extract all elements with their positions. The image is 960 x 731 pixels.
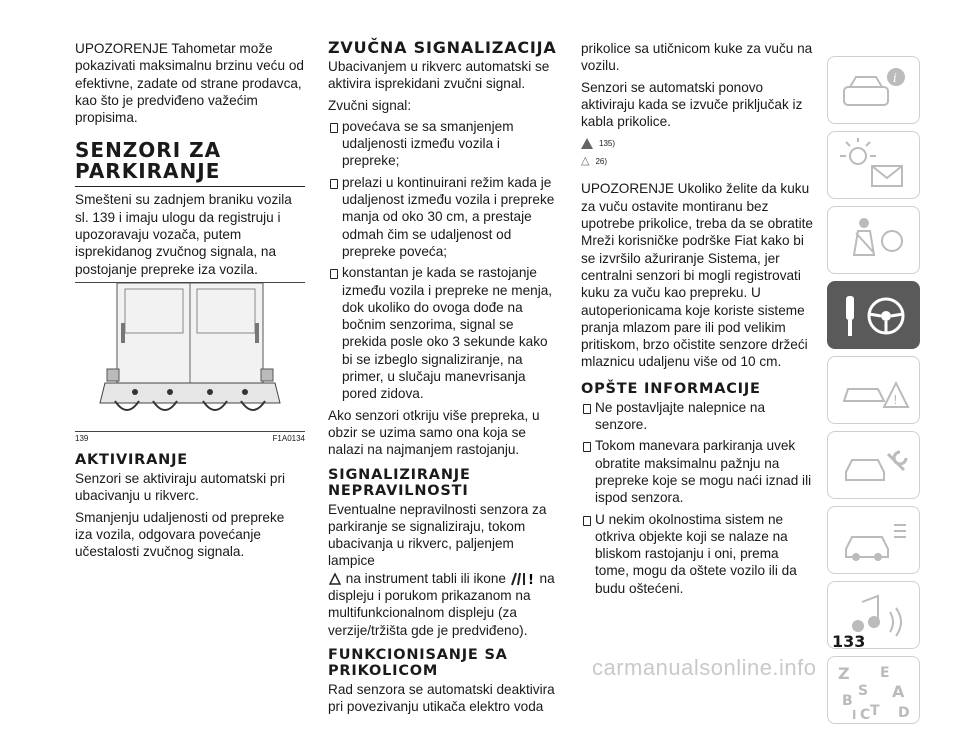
heading-opste-informacije: OPŠTE INFORMACIJE (581, 380, 761, 397)
svg-text:E: E (880, 665, 890, 681)
heading-aktiviranje: AKTIVIRANJE (75, 451, 188, 468)
trailer-paragraph: Rad senzora se automatski deaktivira pri povezivanju utikača elektro voda (328, 682, 555, 715)
bullet-item: povećava se sa smanjenjem udaljenosti između vozila i prepreke; (328, 118, 560, 170)
faults-text-b: na instrument tabli ili ikone (345, 570, 506, 586)
dashboard-lights-icon (828, 132, 921, 200)
warning-reference-2 (581, 152, 813, 170)
sensors-location-paragraph: Smešteni su zadnjem braniku vozila sl. 139 i imaju ulogu da registruju i upozoravaju vozača, putem isprekidanog zvučnog signala, na postojanje prepreke iza vozila. (75, 192, 292, 277)
heading-funkcionisanje-sa-prikolicom: FUNKCIONISANJE SA PRIKOLICOM (328, 647, 508, 680)
section-heading-parking-sensors: SENZORI ZA PARKIRANJE (75, 140, 305, 187)
car-info-icon (828, 57, 921, 125)
zvucni-signal-label: Zvučni signal: (328, 97, 412, 113)
bullet-item: konstantan je kada se rastojanje između vozila i prepreke ne menja, dok ukoliko do ovoga dođe na bočnim senzorima, signal se prekida posle oko 3 sekunde kako bi se izbeglo signaliziranje, na primer, u slučaju manevrisanja pored zidova. (328, 264, 560, 402)
tab-dashboard-lights[interactable] (827, 131, 920, 199)
warning-triangle-icon (581, 138, 593, 149)
tow-hook-warning: UPOZORENJE Ukoliko želite da kuku za vuču ostavite montiranu bez upotrebe prikolice, treba da se obratite Mreži korisničke podrške Fiat kako bi se izvršilo ažuriranje Sistema, jer centralni senzori bi mogli registrovati kuku za vuču kao prepreku. U autoperionicama koje koriste sisteme pranja mlazom pare ili pod velikim pritiskom, brzo očistite senzore držeći mlaznicu udaljenu više od 10 cm. (581, 181, 813, 370)
faults-paragraph (328, 501, 560, 639)
parking-sensor-fault-icon (510, 571, 536, 587)
bullet-item: U nekim okolnostima sistem ne otkriva objekte koji se nalaze na bliskom rastojanju i oni, prema tome, mogu da oštete vozilo ili da budu oštećeni. (581, 511, 813, 597)
bullet-item: Tokom manevara parkiranja uvek obratite maksimalnu pažnju na prepreke koje se mogu naći iznad ili ispod senzora. (581, 437, 813, 506)
car-specs-icon (828, 507, 921, 575)
seatbelt-airbag-icon (828, 207, 921, 275)
tab-car-info[interactable] (827, 56, 920, 124)
column-3 (581, 40, 813, 601)
heading-signaliziranje-nepravilnosti: SIGNALIZIRANJE NEPRAVILNOSTI (328, 466, 471, 499)
speedometer-warning: UPOZORENJE Tahometar može pokazivati maksimalnu brzinu veću od efektivne, zadate od strane prodavca, kao što je predviđeno važećim propisima. (75, 41, 304, 126)
svg-text:C: C (860, 707, 871, 723)
attention-icon: △ (581, 154, 590, 167)
watermark: carmanualsonline.info (592, 655, 817, 680)
svg-text:A: A (892, 682, 905, 701)
multiple-obstacles-paragraph: Ako senzori otkriju više prepreka, u obzir se uzima samo ona koja se nalazi na najmanjem rastojanju. (328, 407, 540, 458)
svg-text:Z: Z (838, 664, 850, 683)
svg-text:B: B (842, 693, 853, 709)
tab-index[interactable] (827, 656, 920, 724)
heading-zvucna-signalizacija: ZVUČNA SIGNALIZACIJA (328, 38, 557, 57)
tab-maintenance[interactable] (827, 431, 920, 499)
tab-starting-driving[interactable] (827, 281, 920, 349)
svg-text:I: I (852, 708, 857, 722)
warning-reference-1 (581, 134, 813, 152)
tab-emergency[interactable] (827, 356, 920, 424)
tab-safety[interactable] (827, 206, 920, 274)
figure-number: 139 (75, 433, 89, 443)
svg-text:S: S (858, 683, 869, 699)
column-1 (75, 40, 305, 564)
warning-ref-number: 26) (595, 156, 608, 166)
bullet-item: prelazi u kontinuirani režim kada je udaljenost između vozila i prepreke manja od oko 30 cm, a prestaje odmah čim se udaljenost od prepreke poveća; (328, 174, 560, 260)
warning-ref-number: 135) (599, 138, 616, 148)
car-wrench-icon (828, 432, 921, 500)
page-number: 133 (832, 632, 866, 651)
svg-text:T: T (870, 703, 880, 719)
figure-caption (75, 434, 305, 444)
svg-text:D: D (898, 705, 910, 721)
aktiviranje-paragraph-1: Senzori se aktiviraju automatski pri ubacivanju u rikverc. (75, 470, 286, 504)
alphabet-index-icon (828, 657, 921, 725)
key-steering-wheel-icon (828, 282, 921, 350)
zvucna-paragraph: Ubacivanjem u rikverc automatski se aktivira isprekidani zvučni signal. (328, 59, 550, 92)
car-crash-warning-icon (828, 357, 921, 425)
tab-technical-data[interactable] (827, 506, 920, 574)
sensors-reactivate-paragraph: Senzori se automatski ponovo aktiviraju kada se izvuče priključak iz kabla prikolice. (581, 79, 803, 130)
sensor-warning-light-icon (328, 572, 342, 586)
chapter-tabs (827, 56, 920, 731)
svg-text:!: ! (527, 573, 534, 588)
svg-text:!: ! (893, 393, 898, 407)
faults-text-c: na displeju i porukom prikazanom na multifunkcionalnom displeju (za verzije/tržišta gde je predviđeno). (328, 570, 555, 638)
aktiviranje-paragraph-2: Smanjenju udaljenosti od prepreke iza vozila, odgovara povećanje učestalosti zvučnog signala. (75, 509, 285, 560)
trailer-continued-paragraph: prikolice sa utičnicom kuke za vuču na vozilu. (581, 41, 813, 74)
figure-rear-bumper-image (75, 282, 305, 432)
faults-text-a: Eventualne nepravilnosti senzora za parkiranje se signaliziraju, tokom ubacivanja u rikverc, paljenjem lampice (328, 501, 547, 569)
bullet-item: Ne postavljajte nalepnice na senzore. (581, 399, 813, 434)
figure-code: F1A0134 (272, 433, 305, 443)
column-2 (328, 40, 560, 720)
svg-text:i: i (893, 71, 897, 85)
